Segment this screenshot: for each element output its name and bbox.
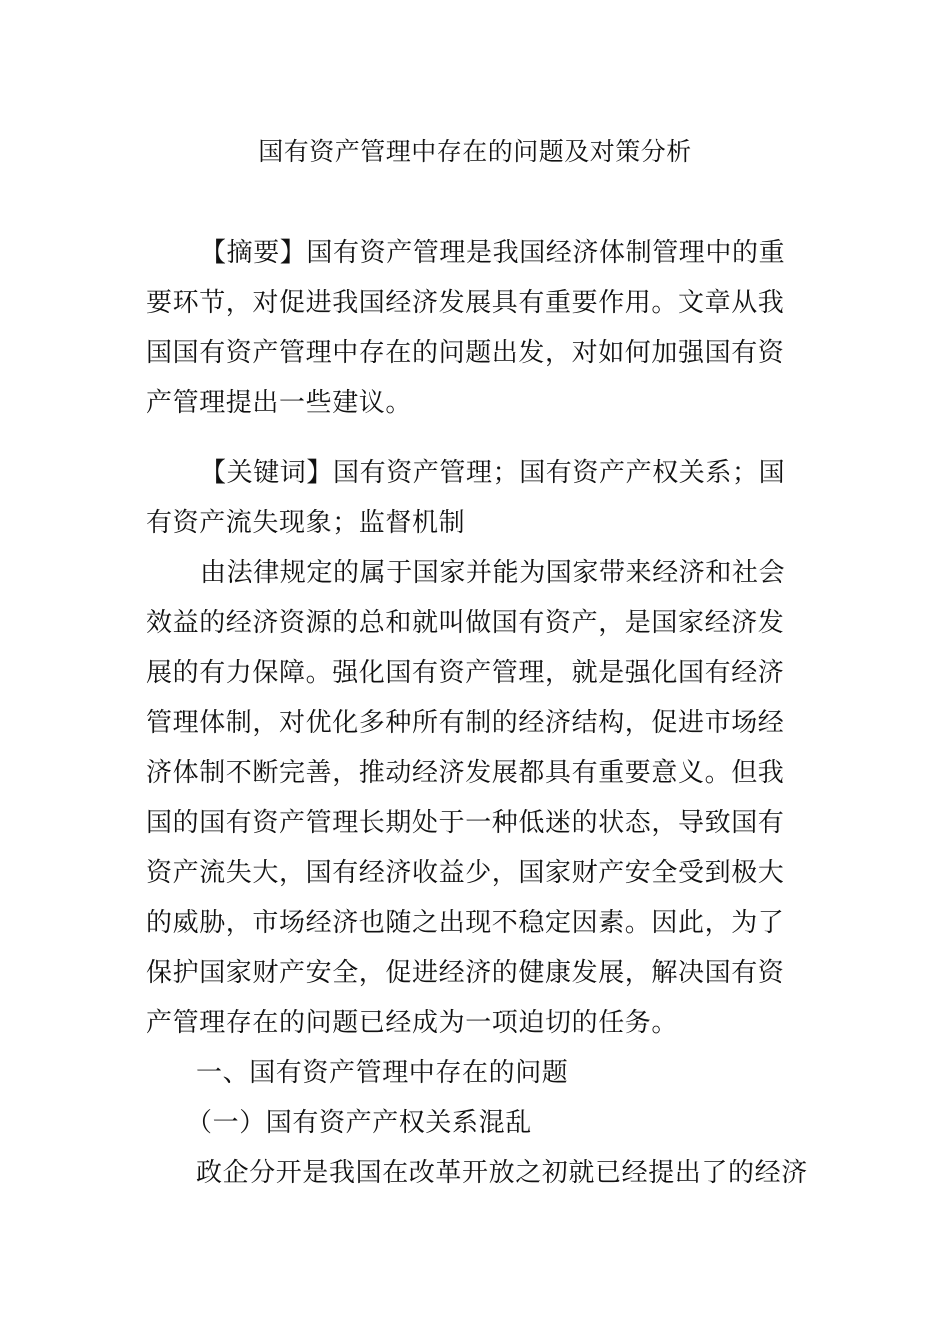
body-paragraph: 政企分开是我国在改革开放之初就已经提出了的经济 [196,1158,808,1188]
subsection-heading-1: （一）国有资产产权关系混乱 [186,1108,532,1138]
section-heading-1: 一、国有资产管理中存在的问题 [196,1058,569,1088]
document-title: 国有资产管理中存在的问题及对策分析 [258,137,692,166]
keywords-paragraph: 【关键词】国有资产管理；国有资产产权关系；国有资产流失现象；监督机制 [146,458,786,538]
abstract-paragraph: 【摘要】国有资产管理是我国经济体制管理中的重要环节，对促进我国经济发展具有重要作用。文章从我国国有资产管理中存在的问题出发，对如何加强国有资产管理提出一些建议。 [146,238,786,418]
intro-paragraph: 由法律规定的属于国家并能为国家带来经济和社会效益的经济资源的总和就叫做国有资产，是国家经济发展的有力保障。强化国有资产管理，就是强化国有经济管理体制，对优化多种所有制的经济结构，促进市场经济体制不断完善，推动经济发展都具有重要意义。但我国的国有资产管理长期处于一种低迷的状态，导致国有资产流失大，国有经济收益少，国家财产安全受到极大的威胁，市场经济也随之出现不稳定因素。因此，为了保护国家财产安全，促进经济的健康发展，解决国有资产管理存在的问题已经成为一项迫切的任务。 [146,558,786,1038]
